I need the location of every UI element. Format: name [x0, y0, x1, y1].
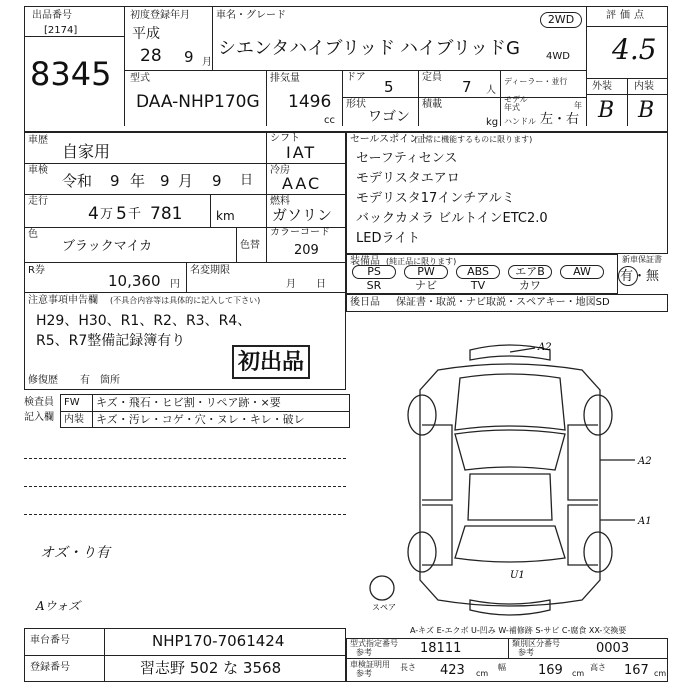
- warranty-label: 新車保証書: [622, 255, 662, 264]
- inspection-day: 9: [212, 172, 222, 190]
- accessories-value: 保証書・取説・ナビ取説・スペアキー・地図SD: [396, 297, 610, 308]
- name-change-label: 名変期限: [190, 265, 230, 276]
- inspector-row2-value: キズ・汚レ・コゲ・穴・ヌレ・キレ・破レ: [96, 413, 305, 426]
- car-name: シエンタハイブリッド: [218, 38, 396, 59]
- inspection-month: 9: [160, 172, 170, 190]
- shape-label: 形状: [346, 99, 366, 110]
- notes-sub: (不具合内容等は具体的に記入して下さい): [110, 296, 261, 305]
- class-ref-label: 参考: [518, 648, 534, 657]
- model-spec-value: 18111: [420, 641, 462, 656]
- doors-value: 5: [384, 78, 394, 96]
- mark-a2-front: A2: [538, 342, 552, 353]
- score-label: 評価点: [606, 10, 648, 21]
- plate-value: 習志野 502 な 3568: [140, 659, 282, 677]
- equipment-item: PS: [352, 265, 396, 279]
- handle-value: 左・右: [540, 112, 580, 127]
- length-label: 長さ: [400, 663, 416, 672]
- ref-label: 参考: [356, 648, 372, 657]
- recycle-unit: 円: [170, 279, 180, 290]
- exterior-label: 外装: [592, 81, 612, 92]
- dealer-label: ディーラー・並行: [504, 77, 568, 86]
- lot-number: 8345: [30, 55, 112, 93]
- drive-4wd: 4WD: [546, 51, 570, 62]
- ac-value: AAC: [282, 174, 322, 193]
- model-year-unit: 年: [574, 101, 582, 110]
- model-year-label: モデル年式: [504, 95, 528, 112]
- inspection-year: 9: [110, 172, 120, 190]
- mileage-sen-unit: 千: [128, 207, 142, 222]
- inspector-label-1: 検査員: [24, 397, 54, 408]
- height-label: 高さ: [590, 663, 606, 672]
- handwritten-note-b: Aウォズ: [36, 599, 81, 613]
- plate-label: 登録番号: [30, 662, 70, 673]
- length-unit: cm: [476, 669, 489, 678]
- inspector-row1-value: キズ・飛石・ヒビ割・リペア跡・×要: [96, 396, 281, 409]
- sales-point-item: LEDライト: [356, 231, 421, 246]
- equipment-item: カワ: [519, 279, 541, 292]
- recycle-value: 10,360: [108, 272, 161, 290]
- shape-value: ワゴン: [368, 109, 410, 125]
- registration-year: 28: [140, 46, 162, 66]
- width-label: 幅: [498, 663, 506, 672]
- inspector-row2-key: 内装: [64, 414, 84, 425]
- inspection-label: 車検: [28, 165, 48, 176]
- sales-points-label: セールスポイント: [350, 134, 430, 145]
- equipment-item: ABS: [456, 265, 500, 279]
- inspection-era: 令和: [62, 172, 93, 190]
- model-spec-label: 型式指定番号: [350, 639, 398, 648]
- name-change-unit: 月日: [286, 279, 346, 290]
- handwritten-note-a: オズ・り有: [40, 545, 110, 561]
- notes-line2: R5、R7整備記録簿有り: [36, 333, 186, 349]
- usage-value: 自家用: [62, 142, 111, 161]
- registration-label: 初度登録年月: [130, 10, 190, 21]
- load-label: 積載: [422, 99, 442, 110]
- exterior-value: B: [598, 98, 615, 123]
- equipment-item: PW: [404, 265, 448, 279]
- capacity-value: 7: [462, 78, 472, 96]
- handle-label: ハンドル: [504, 117, 536, 126]
- mileage-man-unit: 万: [100, 207, 114, 222]
- usage-label: 車歴: [28, 135, 48, 146]
- displacement-unit: cc: [324, 115, 335, 126]
- equipment-item: ナビ: [415, 279, 437, 292]
- mileage-rest: 781: [150, 204, 183, 224]
- car-grade: ハイブリッドG: [400, 38, 520, 59]
- chassis-label: 車台番号: [30, 635, 70, 646]
- class-value: 0003: [596, 641, 630, 656]
- shift-value: IAT: [286, 143, 317, 162]
- ac-label: 冷房: [270, 165, 290, 176]
- sales-point-item: モデリスタエアロ: [356, 171, 460, 186]
- model-label: 型式: [130, 73, 150, 84]
- sales-point-item: モデリスタ17インチアルミ: [356, 191, 515, 206]
- displacement-value: 1496: [288, 92, 332, 112]
- equipment-item: TV: [470, 279, 486, 292]
- displacement-label: 排気量: [270, 73, 300, 84]
- accessories-label: 後日品: [350, 297, 380, 308]
- height-value: 167: [624, 663, 649, 678]
- sales-points-sub: (正常に機能するものに限ります): [414, 135, 533, 144]
- car-name-label: 車名・グレード: [216, 10, 286, 21]
- shift-label: シフト: [270, 133, 300, 144]
- color-code-label: カラーコード: [270, 227, 330, 238]
- model-value: DAA-NHP170G: [136, 92, 260, 112]
- score-value: 4.5: [612, 33, 657, 66]
- mileage-label: 走行: [28, 196, 48, 207]
- interior-value: B: [638, 98, 655, 123]
- spare-label: スペア: [372, 603, 396, 612]
- registration-era: 平成: [132, 26, 160, 42]
- equipment-item: AW: [560, 265, 604, 279]
- inspection-year-unit: 年: [130, 172, 146, 190]
- equipment-item: SR: [366, 279, 382, 292]
- lot-sub: [2174]: [44, 25, 78, 36]
- warranty-value: 有・無: [620, 269, 660, 284]
- mileage-man: 4: [88, 204, 99, 224]
- chassis-value: NHP170-7061424: [152, 632, 285, 650]
- sales-point-item: バックカメラ ビルトインETC2.0: [356, 211, 548, 226]
- inspection-month-unit: 月: [178, 172, 194, 190]
- capacity-unit: 人: [486, 85, 496, 96]
- length-value: 423: [440, 663, 465, 678]
- lot-label: 出品番号: [32, 10, 72, 21]
- registration-month-unit: 月: [202, 57, 212, 68]
- equipment-item: エアB: [508, 265, 552, 279]
- color-code-value: 209: [294, 243, 319, 258]
- mileage-unit: km: [216, 209, 235, 223]
- mark-a2-side: A2: [638, 456, 652, 467]
- cert-ref-label: 参考: [356, 669, 372, 678]
- fuel-value: ガソリン: [272, 206, 333, 224]
- equipment-sub: (純正品に限ります): [386, 257, 457, 266]
- load-unit: kg: [486, 117, 499, 128]
- fuel-label: 燃料: [270, 196, 290, 207]
- mileage-sen: 5: [116, 204, 127, 224]
- first-listing-stamp: 初出品: [232, 345, 310, 379]
- drive-2wd: 2WD: [540, 12, 582, 28]
- width-unit: cm: [572, 669, 585, 678]
- class-label: 類別区分番号: [512, 639, 560, 648]
- notes-label: 注意事項申告欄: [28, 295, 98, 306]
- repair-value: 有: [80, 375, 90, 386]
- mark-u1: U1: [510, 570, 525, 581]
- color-label: 色: [28, 229, 38, 240]
- car-damage-diagram: [360, 330, 670, 630]
- width-value: 169: [538, 663, 563, 678]
- inspection-day-unit: 日: [240, 173, 254, 188]
- inspector-label-2: 記入欄: [24, 412, 54, 423]
- sales-point-item: セーフティセンス: [356, 151, 458, 166]
- height-unit: cm: [654, 669, 667, 678]
- repair-unit: 箇所: [100, 375, 120, 386]
- mark-a1-side: A1: [638, 516, 652, 527]
- color-replace-label: 色替: [240, 240, 260, 251]
- recycle-label: R券: [28, 265, 45, 276]
- warranty-circle: [618, 266, 638, 286]
- registration-month: 9: [184, 48, 194, 66]
- equipment-label: 装備品: [350, 256, 380, 267]
- capacity-label: 定員: [422, 72, 442, 83]
- color-value: ブラックマイカ: [62, 239, 153, 254]
- damage-legend: A-キズ E-エクボ U-凹み W-補修跡 S-サビ C-腐食 XX-交換要: [410, 626, 627, 635]
- doors-label: ドア: [346, 72, 366, 83]
- interior-label: 内装: [634, 81, 654, 92]
- inspector-row1-key: FW: [64, 397, 80, 408]
- repair-label: 修復歴: [28, 375, 58, 386]
- notes-line1: H29、H30、R1、R2、R3、R4、: [36, 313, 252, 329]
- cert-label: 車検証明用: [350, 660, 390, 669]
